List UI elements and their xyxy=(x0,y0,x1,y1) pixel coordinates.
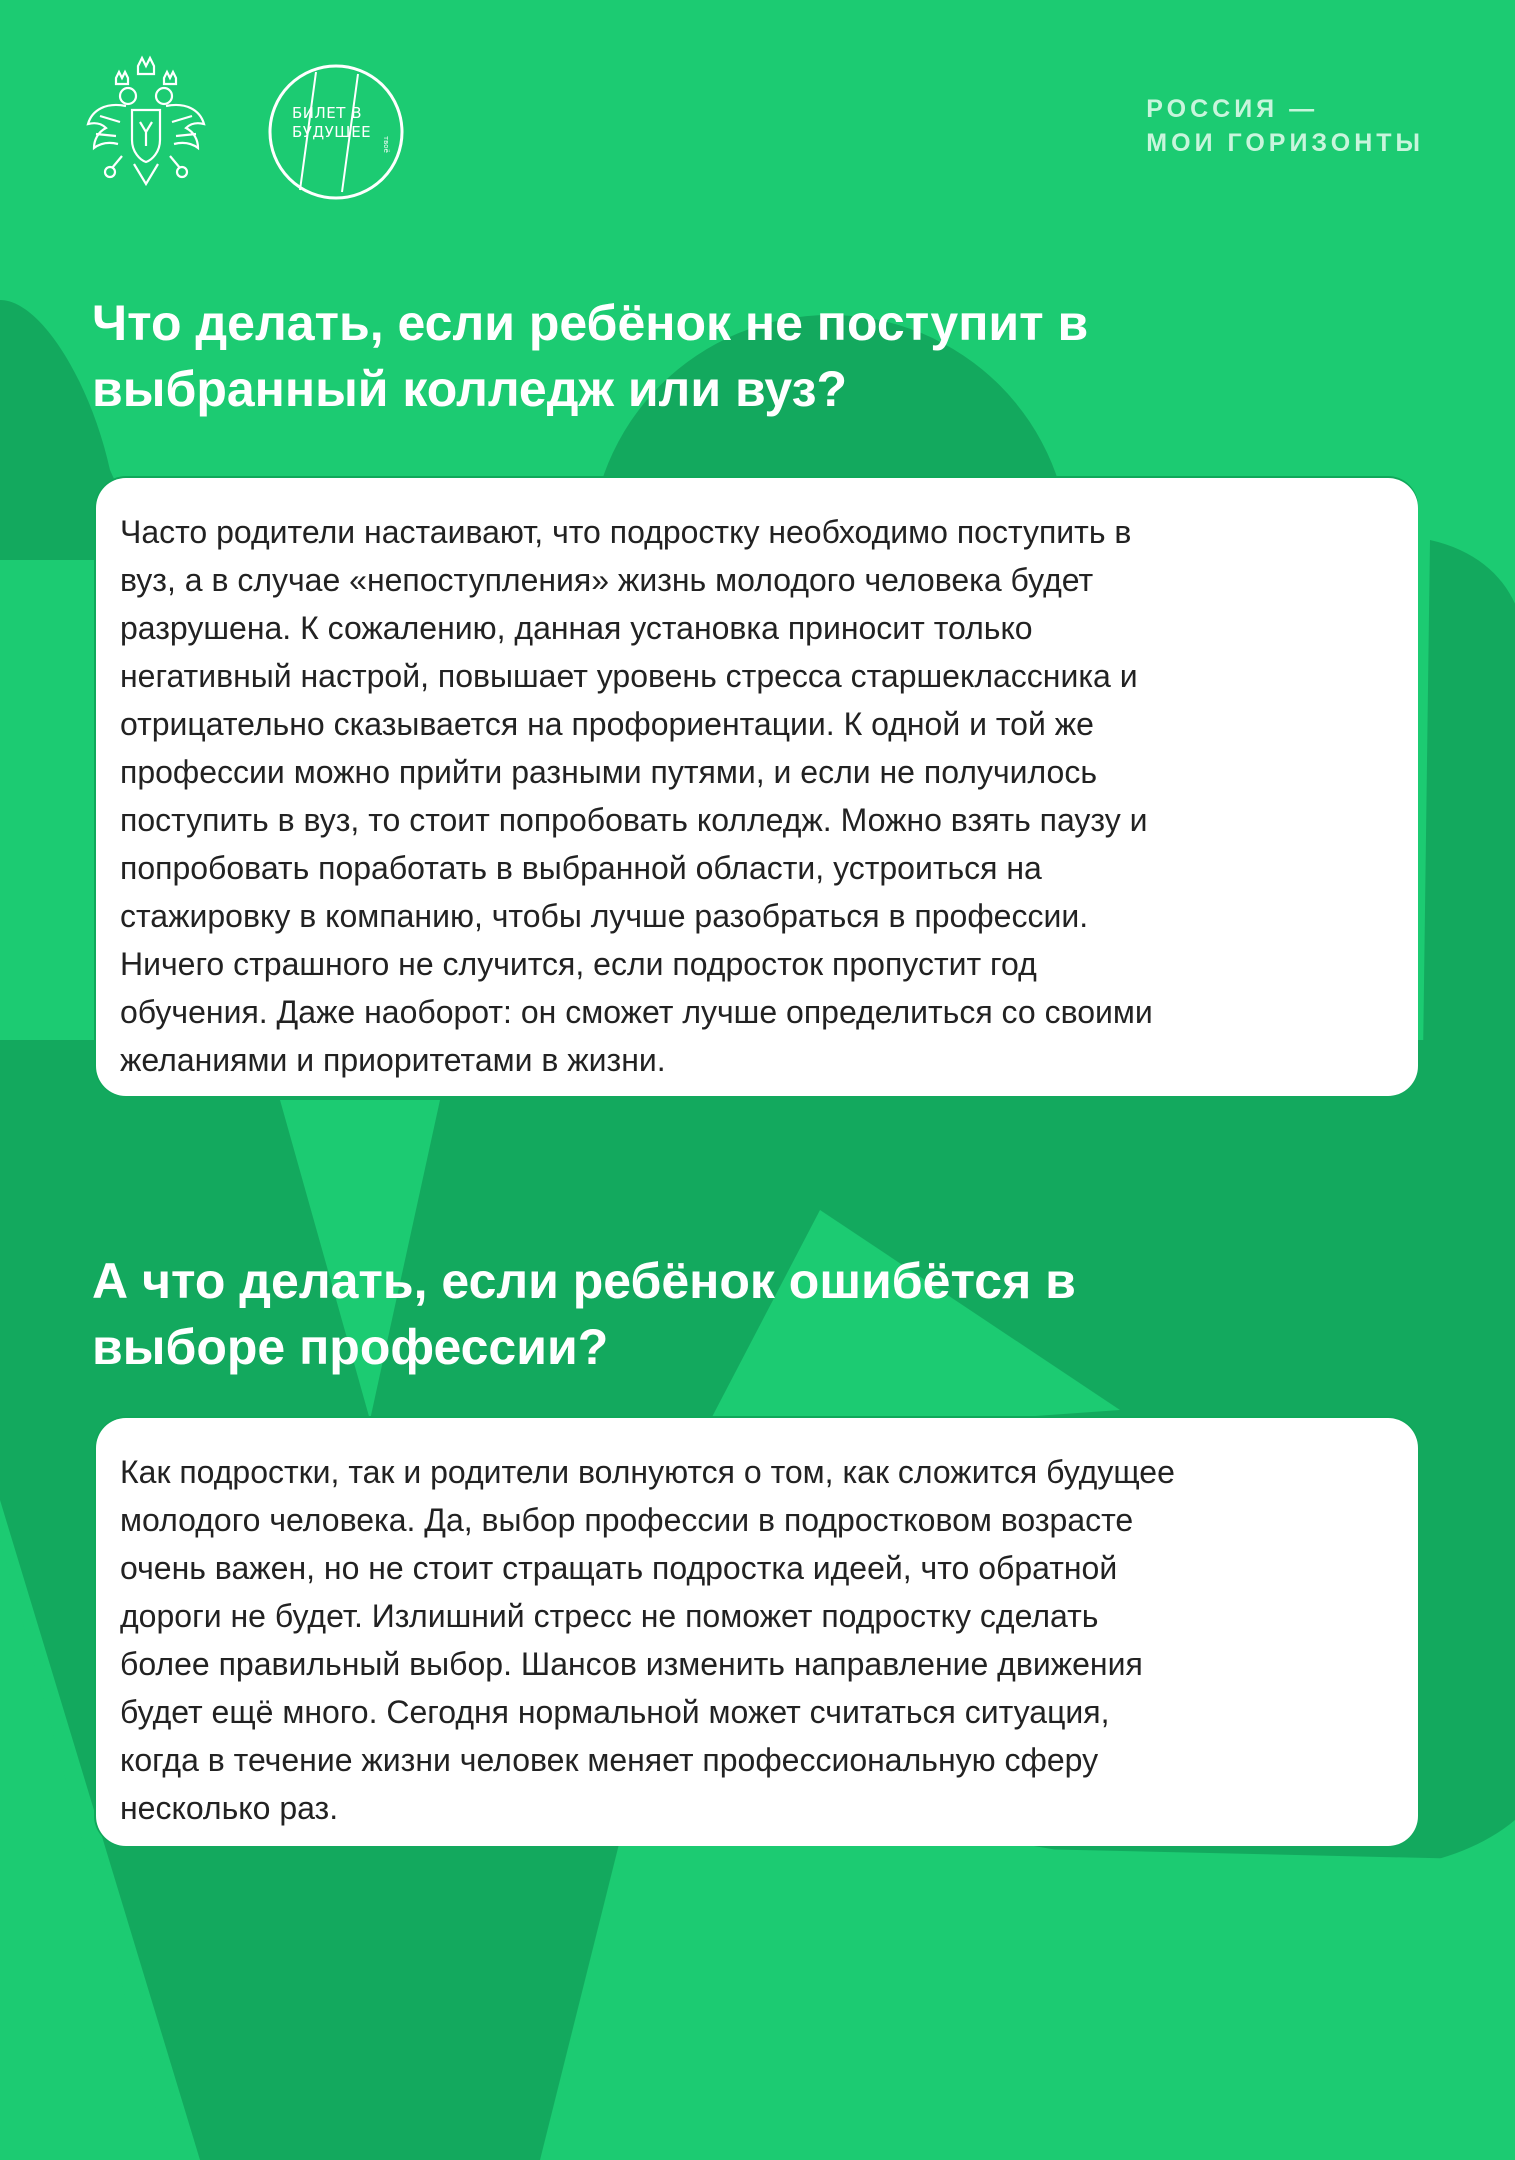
brand-title xyxy=(1146,92,1424,160)
text-line: желаниями и приоритетами в жизни. xyxy=(120,1042,666,1078)
text-line: отрицательно сказывается на профориентации. К одной и той же xyxy=(120,706,1094,742)
heading-line: выборе профессии? xyxy=(92,1319,609,1375)
text-line: негативный настрой, повышает уровень стресса старшеклассника и xyxy=(120,658,1138,694)
text-line: будет ещё много. Сегодня нормальной может считаться ситуация, xyxy=(120,1694,1110,1730)
text-line: молодого человека. Да, выбор профессии в подростковом возрасте xyxy=(120,1502,1134,1538)
text-line: дороги не будет. Излишний стресс не поможет подростку сделать xyxy=(120,1598,1099,1634)
ticket-logo-line: БИЛЕТ В xyxy=(292,104,362,122)
text-line: попробовать поработать в выбранной области, устроиться на xyxy=(120,850,1042,886)
bg-shape-bottom xyxy=(560,1840,1515,2160)
text-line: более правильный выбор. Шансов изменить направление движения xyxy=(120,1646,1143,1682)
section-2-card xyxy=(96,1418,1418,1846)
text-line: очень важен, но не стоит стращать подростка идеей, что обратной xyxy=(120,1550,1118,1586)
text-line: обучения. Даже наоборот: он сможет лучше определиться со своими xyxy=(120,994,1153,1030)
section-1-text xyxy=(120,508,1392,1084)
heading-line: выбранный колледж или вуз? xyxy=(92,361,847,417)
section-1-card xyxy=(96,478,1418,1096)
brand-line: РОССИЯ — xyxy=(1146,95,1319,123)
section-2-text xyxy=(120,1448,1392,1832)
ticket-to-future-logo xyxy=(266,62,406,202)
heading-line: Что делать, если ребёнок не поступит в xyxy=(92,295,1089,351)
heading-line: А что делать, если ребёнок ошибётся в xyxy=(92,1253,1076,1309)
text-line: поступить в вуз, то стоит попробовать колледж. Можно взять паузу и xyxy=(120,802,1148,838)
text-line: разрушена. К сожалению, данная установка приносит только xyxy=(120,610,1033,646)
brand-line: МОИ ГОРИЗОНТЫ xyxy=(1146,129,1424,157)
text-line: когда в течение жизни человек меняет профессиональную сферу xyxy=(120,1742,1099,1778)
eagle-emblem-icon xyxy=(86,52,206,198)
section-2-heading xyxy=(92,1248,1392,1380)
text-line: Ничего страшного не случится, если подросток пропустит год xyxy=(120,946,1037,982)
text-line: стажировку в компанию, чтобы лучше разобраться в профессии. xyxy=(120,898,1089,934)
text-line: несколько раз. xyxy=(120,1790,339,1826)
ticket-logo-small: твоё xyxy=(382,136,390,153)
ticket-logo-line: БУДУЩЕЕ xyxy=(292,123,372,141)
text-line: вуз, а в случае «непоступления» жизнь молодого человека будет xyxy=(120,562,1094,598)
text-line: Как подростки, так и родители волнуются о том, как сложится будущее xyxy=(120,1454,1175,1490)
text-line: профессии можно прийти разными путями, и если не получилось xyxy=(120,754,1097,790)
text-line: Часто родители настаивают, что подростку необходимо поступить в xyxy=(120,514,1132,550)
section-1-heading xyxy=(92,290,1392,422)
